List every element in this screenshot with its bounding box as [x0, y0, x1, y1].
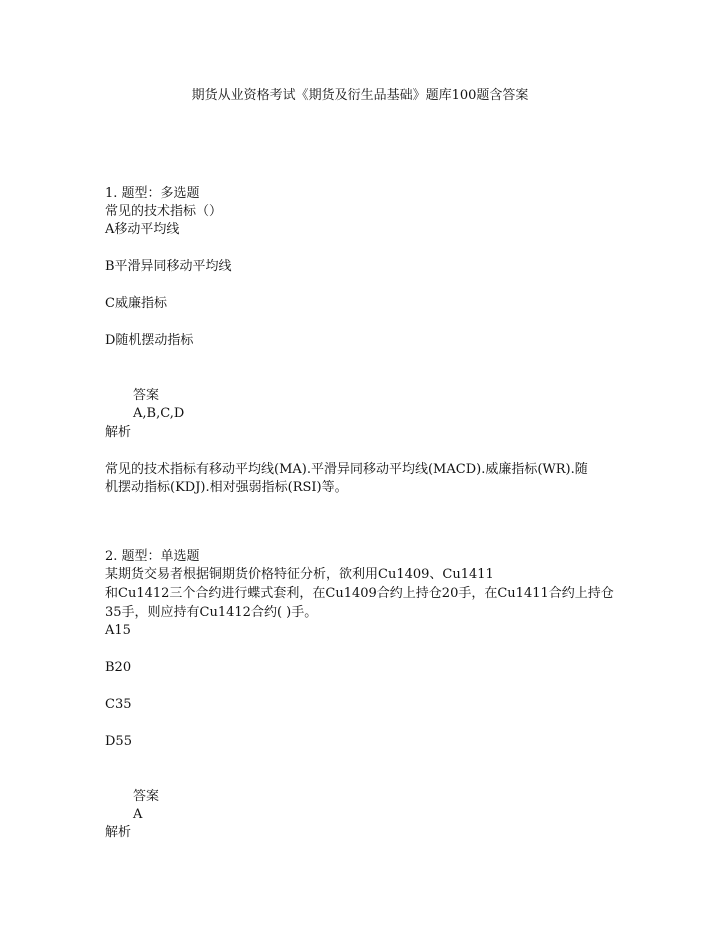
- question-2-answer: A: [133, 807, 143, 822]
- question-2-stem-line-3: 35手，则应持有Cu1412合约( )手。: [105, 605, 318, 620]
- question-1-stem: 常见的技术指标（）: [105, 204, 223, 219]
- document-title: 期货从业资格考试《期货及衍生品基础》题库100题含答案: [191, 88, 529, 103]
- question-2-option-c: C35: [105, 697, 132, 712]
- question-1-analysis-line-1: 常见的技术指标有移动平均线(MA).平滑异同移动平均线(MACD).威廉指标(WR).随: [105, 462, 588, 477]
- question-1-header: 1. 题型：多选题: [105, 186, 200, 201]
- question-2-stem-line-1: 某期货交易者根据铜期货价格特征分析，欲利用Cu1409、Cu1411: [105, 567, 494, 582]
- question-1-option-d: D随机摆动指标: [105, 333, 194, 348]
- question-2-answer-label: 答案: [133, 789, 160, 804]
- question-2-header: 2. 题型：单选题: [105, 549, 200, 564]
- question-2-option-a: A15: [105, 623, 131, 638]
- question-1-option-c: C威廉指标: [105, 296, 167, 311]
- question-2-analysis-label: 解析: [105, 825, 132, 840]
- question-2-stem-line-2: 和Cu1412三个合约进行蝶式套利，在Cu1409合约上持仓20手，在Cu1411合约上持仓: [105, 586, 614, 601]
- question-1-answer-label: 答案: [133, 388, 160, 403]
- question-2-option-b: B20: [105, 660, 132, 675]
- question-1-option-a: A移动平均线: [105, 222, 180, 237]
- question-1-option-b: B平滑异同移动平均线: [105, 259, 232, 274]
- question-1-analysis-line-2: 机摆动指标(KDJ).相对强弱指标(RSI)等。: [105, 480, 348, 495]
- question-2-option-d: D55: [105, 734, 132, 749]
- question-1-analysis-label: 解析: [105, 425, 132, 440]
- question-1-answer: A,B,C,D: [133, 406, 185, 421]
